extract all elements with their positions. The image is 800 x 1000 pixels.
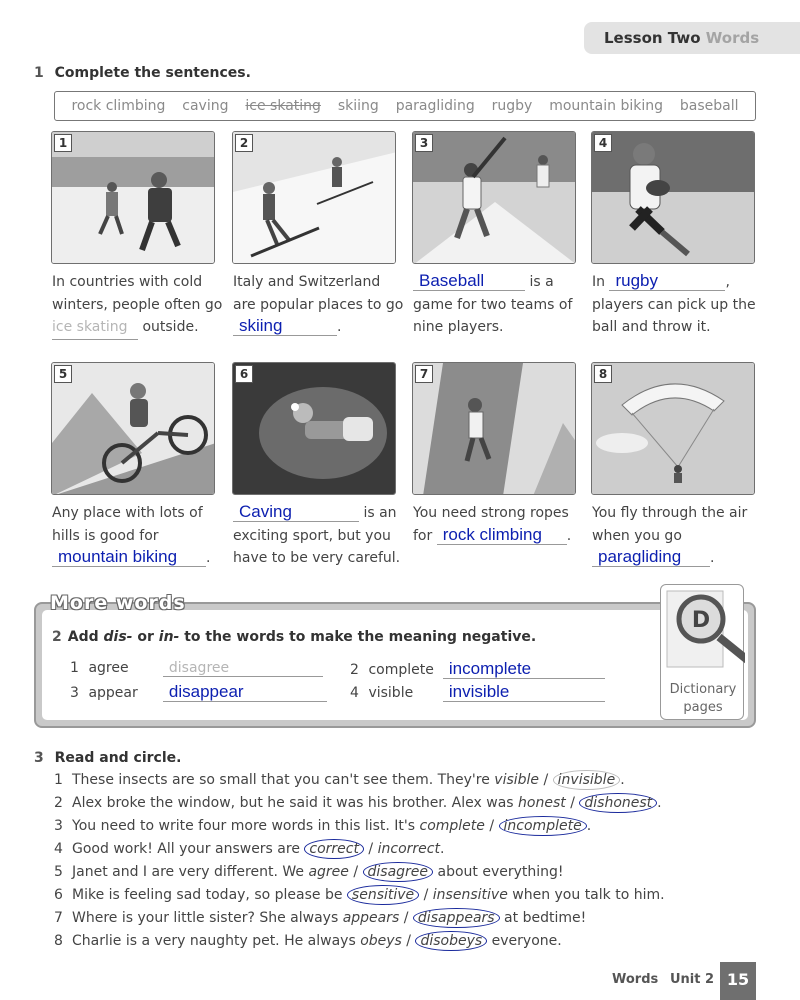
item-number: 3 <box>54 818 63 834</box>
picture-ice-skating <box>51 131 215 264</box>
circle-item <box>54 795 662 811</box>
item-number: 5 <box>54 864 63 880</box>
option-separator: / <box>363 841 378 857</box>
option-2[interactable]: dishonest <box>579 793 657 813</box>
word-bank-item: caving <box>182 98 229 114</box>
caption-text: . <box>337 319 342 335</box>
answer-field[interactable]: skiing <box>233 317 337 336</box>
picture-mountain-biking <box>51 362 215 495</box>
caption-text: , players can pick up the ball and throw it. <box>592 274 756 335</box>
word-bank-item-used: ice skating <box>245 98 321 114</box>
answer-field[interactable]: rugby <box>609 272 725 291</box>
item-number: 7 <box>54 910 63 926</box>
option-2[interactable]: insensitive <box>432 887 508 903</box>
item-text: . <box>439 841 445 857</box>
word-bank-item: baseball <box>679 98 739 114</box>
circle-item <box>54 910 586 926</box>
caption-text: . <box>566 527 572 544</box>
exercise-instruction: Complete the sentences. <box>54 65 251 81</box>
circle-item <box>54 772 625 788</box>
picture-baseball <box>412 131 576 264</box>
card-number: 8 <box>594 365 612 383</box>
option-2[interactable]: disobeys <box>415 931 487 951</box>
pair-number: 4 <box>350 685 359 701</box>
item-text: These insects are so small that you can't see them. They're <box>72 772 495 788</box>
answer-field[interactable]: mountain biking <box>52 548 206 567</box>
caption-text: is an exciting sport, but you have to be very careful. <box>233 505 401 566</box>
lesson-title: Lesson Two <box>604 29 701 47</box>
exercise-number: 1 <box>34 65 44 81</box>
answer-field[interactable]: invisible <box>443 683 605 702</box>
exercise-1-title <box>34 65 251 81</box>
picture-caving <box>232 362 396 495</box>
caption-7 <box>413 502 585 547</box>
pair-word: complete <box>368 662 434 678</box>
sample-answer: ice skating <box>52 316 138 340</box>
caption-text: You need strong ropes for <box>413 505 569 544</box>
instruction-part: Add <box>67 629 104 645</box>
caption-8 <box>592 502 764 570</box>
caption-text: In <box>592 274 606 290</box>
caption-6 <box>233 502 405 570</box>
card-number: 7 <box>415 365 433 383</box>
instruction-part: to the words to make the meaning negative. <box>179 629 537 645</box>
caption-text: . <box>710 550 715 566</box>
answer-field[interactable]: Baseball <box>413 272 525 291</box>
caption-2 <box>233 271 405 339</box>
instruction-part: or <box>132 629 159 645</box>
pair-word: appear <box>88 685 138 701</box>
more-words-label: More words <box>50 592 186 614</box>
item-number: 8 <box>54 933 63 949</box>
caption-text: You fly through the air when you go <box>592 505 748 544</box>
card-number: 6 <box>235 365 253 383</box>
item-text: at bedtime! <box>499 910 587 926</box>
item-text: Janet and I are very different. We <box>72 864 309 880</box>
caption-text: Italy and Switzerland are popular places to go <box>233 274 404 313</box>
dictionary-label <box>661 681 745 717</box>
option-separator: / <box>401 933 416 949</box>
item-text: . <box>586 818 592 834</box>
caption-3 <box>413 271 585 339</box>
caption-text: outside. <box>142 319 199 335</box>
option-1[interactable]: visible <box>494 772 540 788</box>
word-bank-item: mountain biking <box>549 98 663 114</box>
option-1[interactable]: honest <box>518 795 566 811</box>
dictionary-card[interactable] <box>660 584 744 720</box>
answer-field[interactable]: incomplete <box>443 660 605 679</box>
option-1[interactable]: sensitive <box>347 885 419 905</box>
exercise-3-title <box>34 750 181 766</box>
dictionary-label-line: pages <box>683 700 723 715</box>
footer-section: Words <box>612 972 659 987</box>
item-number: 1 <box>54 772 63 788</box>
item-text: . <box>657 795 662 811</box>
option-separator: / <box>565 795 580 811</box>
word-bank-item: rock climbing <box>71 98 166 114</box>
item-text: Alex broke the window, but he said it was his brother. Alex was <box>72 795 519 811</box>
dictionary-letter: D <box>691 608 711 633</box>
item-text: You need to write four more words in this list. It's <box>72 818 420 834</box>
option-separator: / <box>484 818 499 834</box>
page-number: 15 <box>720 962 756 1000</box>
magnifying-glass-icon <box>661 585 745 681</box>
item-number: 2 <box>54 795 63 811</box>
lesson-header <box>584 22 800 54</box>
option-separator: / <box>419 887 433 903</box>
option-2[interactable]: incorrect <box>377 841 440 857</box>
option-separator: / <box>399 910 413 926</box>
exercise-instruction: Read and circle. <box>54 750 182 766</box>
answer-field[interactable]: Caving <box>233 503 359 522</box>
option-separator: / <box>539 772 553 788</box>
exercise-number: 3 <box>34 750 44 766</box>
answer-field[interactable]: disappear <box>163 683 327 702</box>
item-text: Charlie is a very naughty pet. He always <box>72 933 361 949</box>
card-number: 2 <box>235 134 253 152</box>
pair-word: agree <box>88 660 129 676</box>
word-bank-item: rugby <box>491 98 533 114</box>
pair-number: 1 <box>70 660 79 676</box>
pair-word: visible <box>368 685 414 701</box>
option-2[interactable]: incomplete <box>499 816 587 836</box>
item-text: everyone. <box>487 933 562 949</box>
exercise-number: 2 <box>52 629 62 645</box>
picture-skiing <box>232 131 396 264</box>
caption-text: . <box>206 550 211 566</box>
word-bank-item: skiing <box>337 98 379 114</box>
answer-field[interactable]: paragliding <box>592 548 710 567</box>
item-text: Where is your little sister? She always <box>72 910 343 926</box>
caption-text: Any place with lots of hills is good for <box>52 505 203 544</box>
item-text: about everything! <box>433 864 564 880</box>
word-pair <box>70 660 323 677</box>
item-text: Mike is feeling sad today, so please be <box>72 887 347 903</box>
option-2[interactable]: invisible <box>553 770 621 790</box>
item-text: Good work! All your answers are <box>72 841 305 857</box>
card-number: 3 <box>415 134 433 152</box>
word-pair <box>70 683 327 702</box>
exercise-2-title <box>52 629 536 645</box>
dictionary-label-line: Dictionary <box>669 682 737 697</box>
option-1[interactable]: agree <box>308 864 349 880</box>
card-number: 5 <box>54 365 72 383</box>
item-number: 6 <box>54 887 63 903</box>
picture-rugby <box>591 131 755 264</box>
option-separator: / <box>348 864 363 880</box>
caption-text: is a game for two teams of nine players. <box>413 274 573 335</box>
picture-paragliding <box>591 362 755 495</box>
sample-answer: disagree <box>163 660 323 677</box>
item-number: 4 <box>54 841 63 857</box>
circle-item <box>54 864 564 880</box>
picture-rock-climbing <box>412 362 576 495</box>
circle-item <box>54 841 444 857</box>
card-number: 4 <box>594 134 612 152</box>
option-2[interactable]: disappears <box>413 908 500 928</box>
pair-number: 3 <box>70 685 79 701</box>
word-pair <box>350 683 605 702</box>
answer-field[interactable]: rock climbing <box>437 526 567 545</box>
caption-5 <box>52 502 224 570</box>
option-1[interactable]: correct <box>304 839 364 859</box>
item-text: when you talk to him. <box>507 887 665 903</box>
word-pair <box>350 660 605 679</box>
option-2[interactable]: disagree <box>363 862 434 882</box>
instruction-prefix: in- <box>158 629 180 645</box>
word-bank <box>54 91 756 121</box>
pair-number: 2 <box>350 662 359 678</box>
caption-4 <box>592 271 764 339</box>
word-bank-item: paragliding <box>395 98 475 114</box>
item-text: . <box>620 772 625 788</box>
card-number: 1 <box>54 134 72 152</box>
option-1[interactable]: complete <box>419 818 485 834</box>
instruction-prefix: dis- <box>103 629 133 645</box>
circle-item <box>54 933 562 949</box>
caption-text: In countries with cold winters, people often go <box>52 274 223 313</box>
option-1[interactable]: obeys <box>360 933 402 949</box>
option-1[interactable]: appears <box>342 910 400 926</box>
lesson-section: Words <box>705 29 760 47</box>
caption-1 <box>52 271 224 340</box>
footer-unit: Unit 2 <box>670 972 715 987</box>
circle-item <box>54 887 665 903</box>
circle-item <box>54 818 591 834</box>
